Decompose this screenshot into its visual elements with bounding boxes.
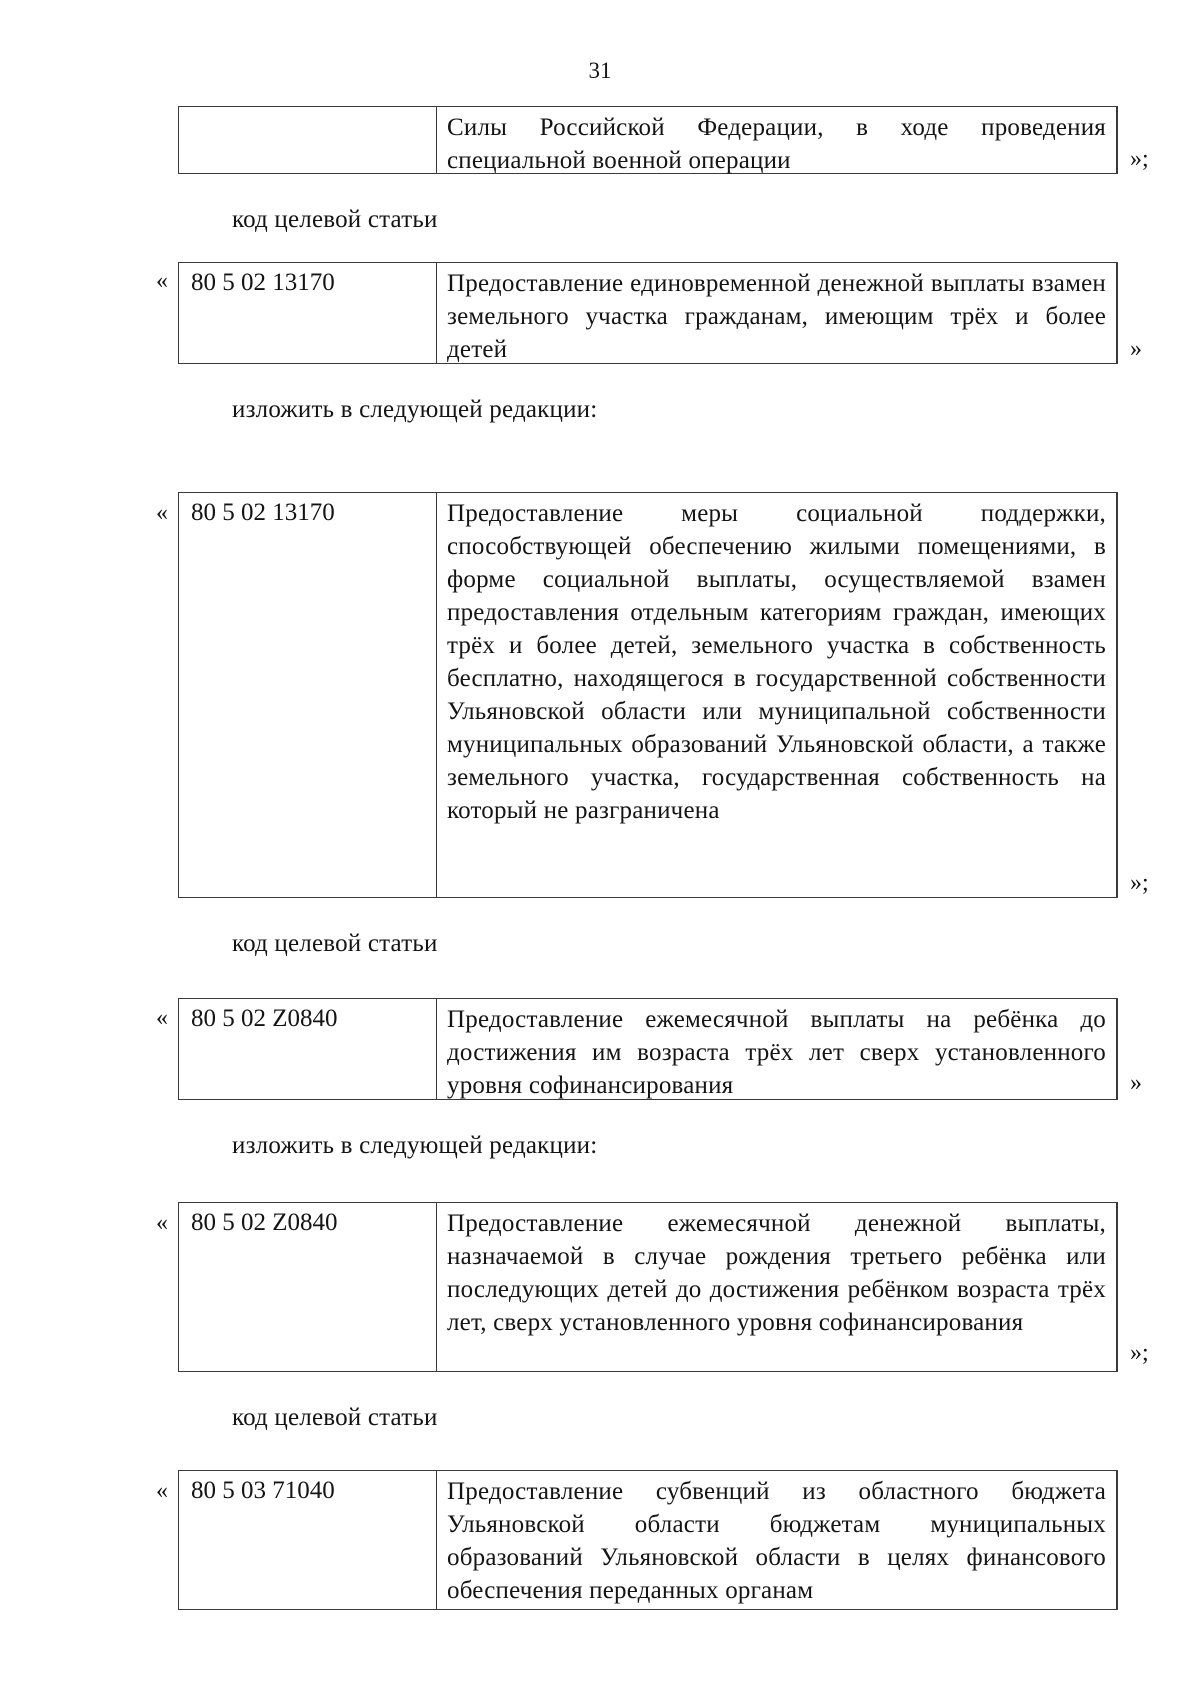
- target-article-code: [179, 107, 437, 173]
- budget-table-row: [178, 998, 1118, 1100]
- target-article-description: Предоставление ежемесячной выплаты на ребёнка до достижения им возраста трёх лет сверх установленного уровня софинансирования: [447, 1006, 1106, 1099]
- target-article-code: 80 5 02 13170: [179, 263, 437, 363]
- budget-table-row: [178, 262, 1118, 364]
- target-article-description: Предоставление ежемесячной денежной выплаты, назначаемой в случае рождения третьего ребёнка или последующих детей до достижения ребёнком возраста трёх лет, сверх установленного уровня софинансирования: [447, 1210, 1106, 1336]
- page-number: 31: [588, 58, 612, 83]
- target-article-code: 80 5 03 71040: [179, 1471, 437, 1609]
- section-heading: код целевой статьи: [232, 930, 438, 957]
- target-article-code: 80 5 02 Z0840: [179, 1203, 437, 1371]
- opening-quote: «: [156, 1005, 168, 1031]
- opening-quote: «: [156, 268, 168, 294]
- target-article-description: Предоставление единовременной денежной выплаты взамен земельного участка гражданам, имеющим трёх и более детей: [447, 270, 1106, 363]
- closing-quote: »;: [1130, 1340, 1149, 1366]
- budget-table-row: [178, 106, 1118, 174]
- closing-quote: »: [1130, 336, 1142, 362]
- section-heading: изложить в следующей редакции:: [232, 396, 598, 423]
- budget-table-row: [178, 1470, 1118, 1610]
- section-heading: код целевой статьи: [232, 1404, 438, 1431]
- target-article-code: 80 5 02 13170: [179, 493, 437, 897]
- section-heading: код целевой статьи: [232, 206, 438, 233]
- closing-quote: »;: [1130, 146, 1149, 172]
- opening-quote: «: [156, 1478, 168, 1504]
- budget-table-row: [178, 1202, 1118, 1372]
- target-article-description: Предоставление меры социальной поддержки, способствующей обеспечению жилыми помещениями, в форме социальной выплаты, осуществляемой взамен предоставления отдельным категориям граждан, имеющих трёх и более детей, земельного участка в собственность бесплатно, находящегося в государственной собственности Ульяновской области или муниципальной собственности муниципальных образований Ульяновской области, а также земельного участка, государственная собственность на который не разграничена: [447, 500, 1106, 824]
- opening-quote: «: [156, 500, 168, 526]
- target-article-code: 80 5 02 Z0840: [179, 999, 437, 1099]
- closing-quote: »: [1130, 1070, 1142, 1096]
- target-article-description: Предоставление субвенций из областного бюджета Ульяновской области бюджетам муниципальных образований Ульяновской области в целях финансового обеспечения переданных органам: [447, 1478, 1106, 1604]
- budget-table-row: [178, 492, 1118, 898]
- target-article-description: Силы Российской Федерации, в ходе проведения специальной военной операции: [447, 114, 1106, 174]
- closing-quote: »;: [1130, 870, 1149, 896]
- opening-quote: «: [156, 1210, 168, 1236]
- section-heading: изложить в следующей редакции:: [232, 1132, 598, 1159]
